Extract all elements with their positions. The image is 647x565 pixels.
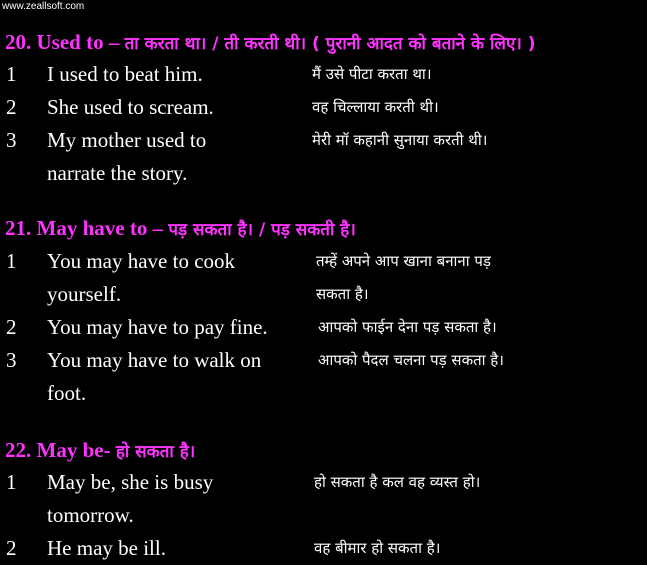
hindi-translation: आपको फाईन देना पड़ सकता है। [318,318,497,336]
item-number: 3 [6,128,17,152]
item-number: 2 [6,315,17,339]
english-sentence-line-1: You may have to walk on [47,348,262,372]
section-21-heading-en: 21. May have to – [5,216,169,240]
section-20-heading-en: 20. Used to – [5,30,125,54]
english-sentence-line-1: May be, she is busy [47,470,214,494]
item-number: 2 [6,536,17,560]
section-21-heading-hi: पड़ सकता है। / पड़ सकती है। [168,220,356,240]
english-sentence-line-1: My mother used to [47,128,207,152]
item-number: 1 [6,470,17,494]
hindi-translation: वह चिल्लाया करती थी। [312,98,439,116]
item-number: 1 [6,249,17,273]
english-sentence-line-2: tomorrow. [47,503,134,527]
english-sentence-line-2: foot. [47,381,87,405]
english-sentence-line-1: You may have to cook [47,249,236,273]
section-22-heading-en: 22. May be- [5,438,116,462]
hindi-translation: वह बीमार हो सकता है। [314,539,441,557]
watermark: www.zeallsoft.com [2,1,85,12]
item-number: 3 [6,348,17,372]
hindi-translation: मैं उसे पीटा करता था। [312,65,432,83]
section-22-heading-hi: हो सकता है। [115,442,196,462]
english-sentence: She used to scream. [47,95,214,119]
hindi-translation-line-2: सकता है। [316,285,369,303]
section-20-heading-hi: ता करता था। / ती करती थी। ( पुरानी आदत को बताने के लिए। ) [124,34,536,54]
hindi-translation: हो सकता है कल वह व्यस्त हो। [314,473,481,491]
english-sentence-line-2: yourself. [47,282,122,306]
english-sentence: You may have to pay fine. [47,315,268,339]
english-sentence: He may be ill. [47,536,166,560]
hindi-translation: मेरी मॉ कहानी सुनाया करती थी। [312,131,488,149]
section-21-heading [5,216,356,242]
item-number: 1 [6,62,17,86]
english-sentence-line-2: narrate the story. [47,161,188,185]
section-22-heading [5,438,195,464]
english-sentence: I used to beat him. [47,62,203,86]
hindi-translation: आपको पैदल चलना पड़ सकता है। [318,351,504,369]
item-number: 2 [6,95,17,119]
section-20-heading [5,30,535,56]
hindi-translation-line-1: तम्हें अपने आप खाना बनाना पड़ [316,252,491,270]
